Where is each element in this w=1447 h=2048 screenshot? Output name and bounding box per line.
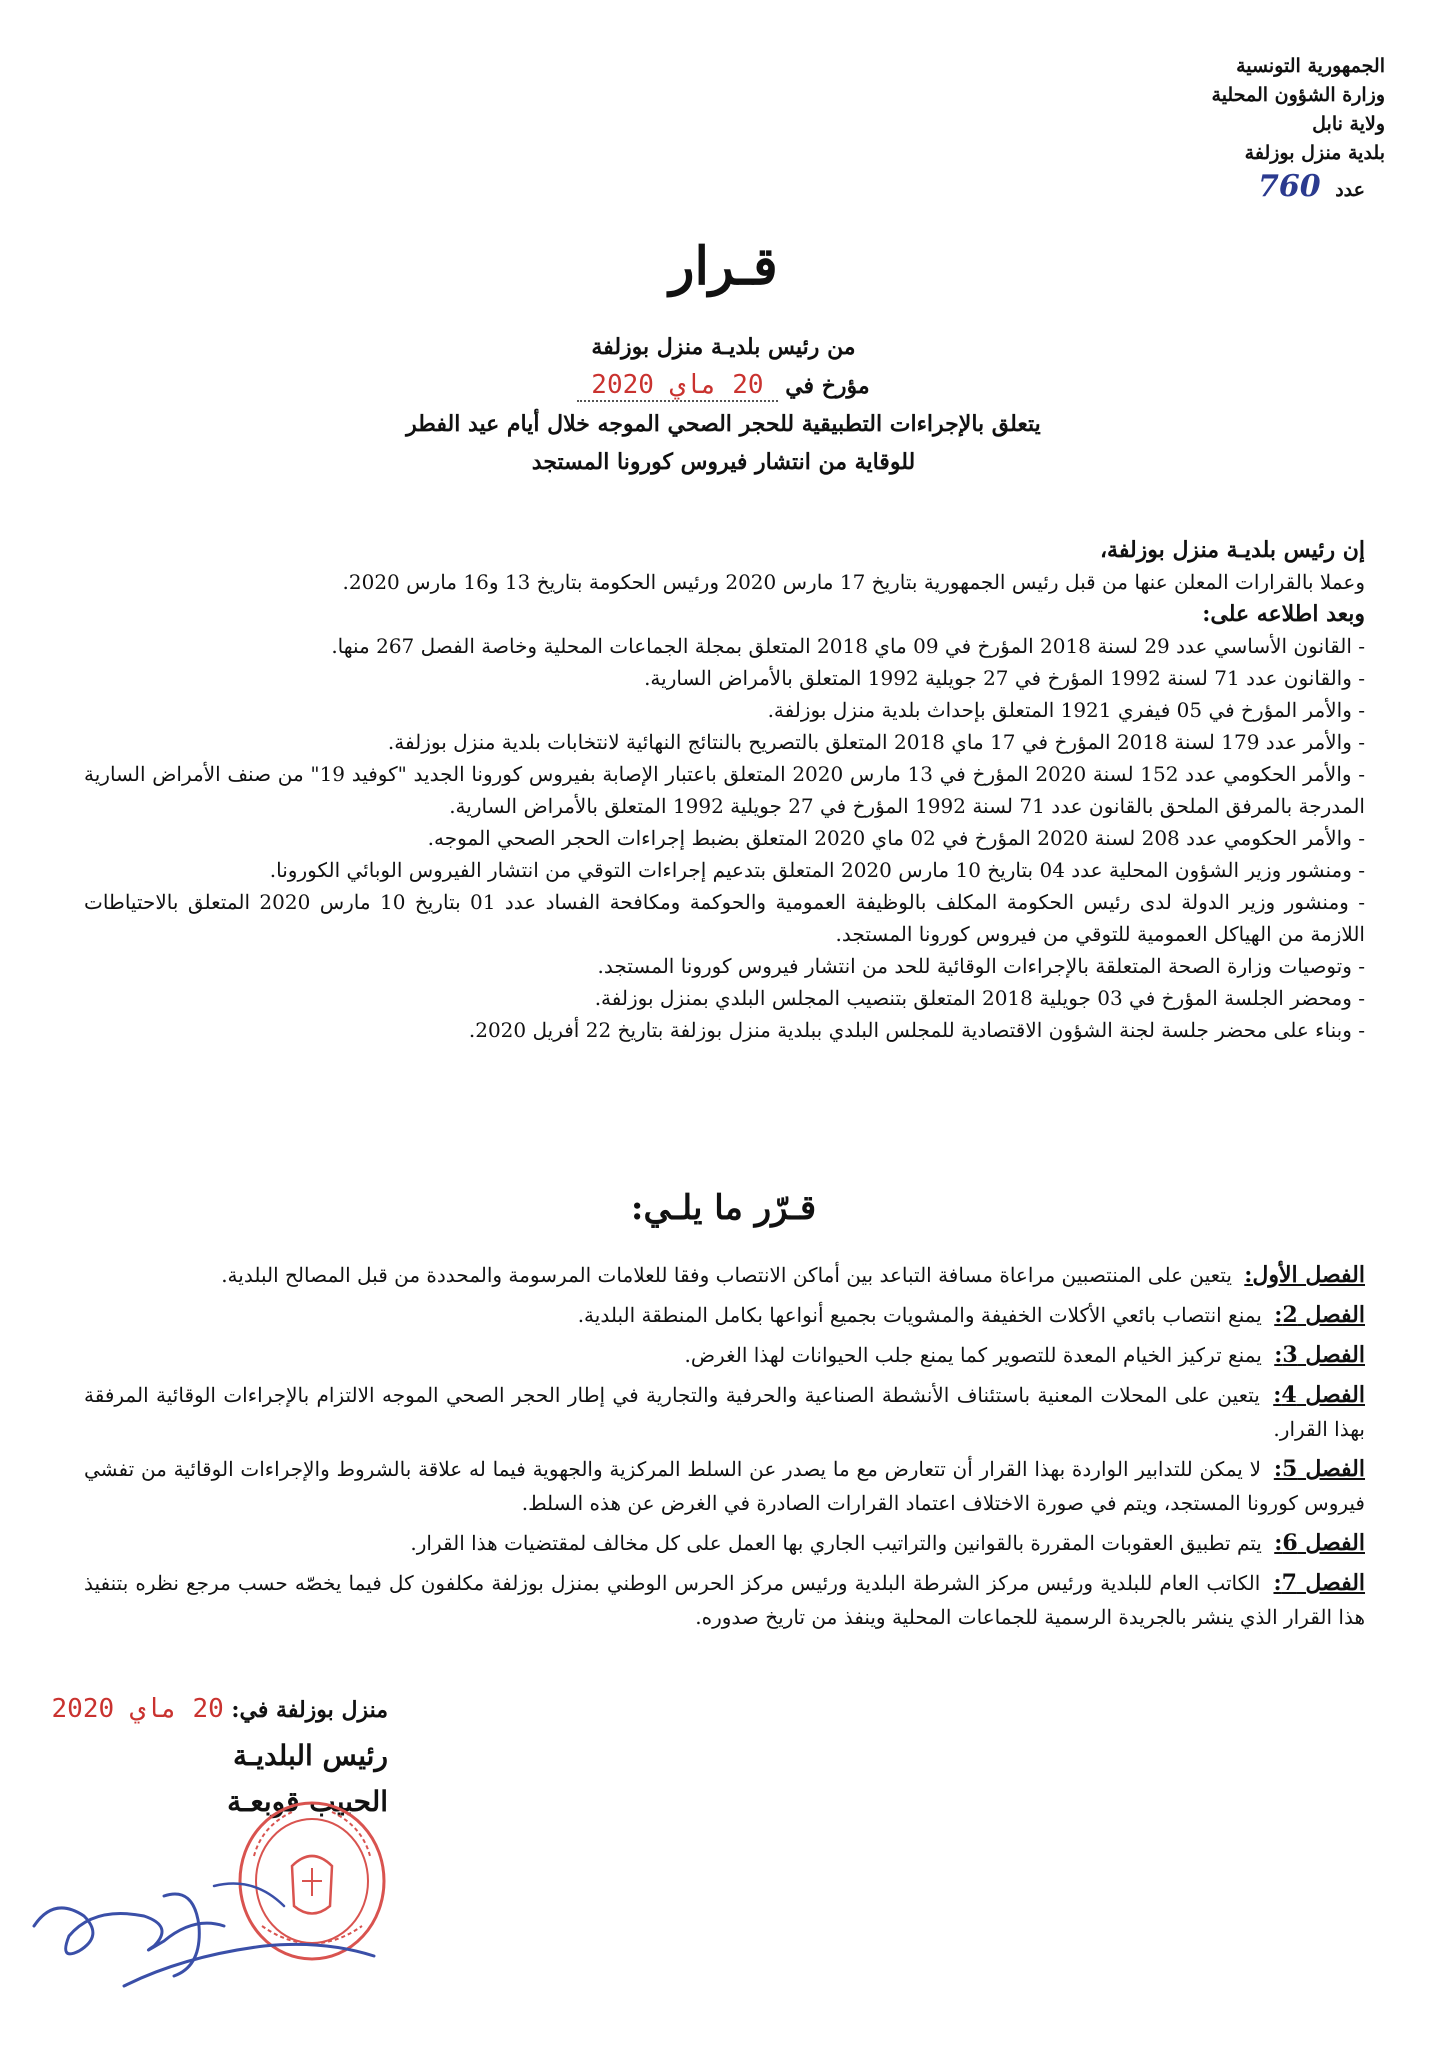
article-6: [84, 1526, 1365, 1560]
review-heading: وبعد اطلاعه على:: [1202, 601, 1365, 627]
review-item: - والأمر الحكومي عدد 208 لسنة 2020 المؤرخ في 02 ماي 2020 المتعلق بضبط إجراءات الحجر الصحي الموجه.: [427, 826, 1365, 850]
article-1: [84, 1258, 1365, 1292]
article-label: الفصل 2:: [1274, 1302, 1365, 1328]
article-label: الفصل 3:: [1274, 1342, 1365, 1368]
article-7: [84, 1566, 1365, 1634]
signature-icon: [24, 1856, 384, 2006]
article-label: الفصل 5:: [1273, 1456, 1366, 1482]
issuer-line: من رئيس بلديـة منزل بوزلفة: [591, 334, 856, 360]
dated-value: 20 ماي 2020: [577, 370, 777, 402]
article-text: يتم تطبيق العقوبات المقررة بالقوانين والتراتيب الجاري بها العمل على كل مخالف لمقتضيات هذا القرار.: [410, 1531, 1262, 1555]
review-item: - ومحضر الجلسة المؤرخ في 03 جويلية 2018 المتعلق بتنصيب المجلس البلدي بمنزل بوزلفة.: [594, 986, 1365, 1010]
article-label: الفصل 7:: [1273, 1570, 1366, 1596]
preamble-reference-line: وعملا بالقرارات المعلن عنها من قبل رئيس الجمهورية بتاريخ 17 مارس 2020 ورئيس الحكومة بتاريخ 13 و16 مارس 2020.: [342, 570, 1365, 594]
review-item: - القانون الأساسي عدد 29 لسنة 2018 المؤرخ في 09 ماي 2018 المتعلق بمجلة الجماعات المحلية وخاصة الفصل 267 منها.: [331, 634, 1365, 658]
date-line: [0, 366, 1447, 405]
article-3: [84, 1338, 1365, 1372]
letterhead-ministry: وزارة الشؤون المحلية: [1211, 84, 1385, 106]
review-item: - ومنشور وزير الشؤون المحلية عدد 04 بتاريخ 10 مارس 2020 المتعلق بتدعيم إجراءات التوقي من انتشار الفيروس الوبائي الكورونا.: [269, 858, 1365, 882]
articles: [84, 1258, 1365, 1640]
preamble: [84, 534, 1365, 1046]
signature-place-label: منزل بوزلفة في:: [231, 1697, 388, 1723]
article-label: الفصل الأول:: [1244, 1262, 1365, 1288]
article-label: الفصل 4:: [1273, 1382, 1365, 1408]
review-item: - وبناء على محضر جلسة لجنة الشؤون الاقتصادية للمجلس البلدي ببلدية منزل بوزلفة بتاريخ 22 أفريل 2020.: [468, 1018, 1365, 1042]
document-title: قـرار: [669, 236, 778, 297]
article-label: الفصل 6:: [1274, 1530, 1365, 1556]
article-text: يتعين على المحلات المعنية باستئناف الأنشطة الصناعية والحرفية والتجارية في إطار الحجر الصحي الموجه الالتزام بالإجراءات الوقائية المرفقة بهذا القرار.: [84, 1383, 1365, 1441]
letterhead-republic: الجمهورية التونسية: [1236, 55, 1385, 77]
article-4: [84, 1378, 1365, 1446]
article-text: يتعين على المنتصبين مراعاة مسافة التباعد بين أماكن الانتصاب وفقا للعلامات المرسومة والمحددة من قبل المصالح البلدية.: [221, 1263, 1232, 1287]
reference-number: [1085, 169, 1365, 205]
decision-heading: قـرّر ما يلـي:: [630, 1188, 817, 1228]
article-text: الكاتب العام للبلدية ورئيس مركز الشرطة البلدية ورئيس مركز الحرس الوطني بمنزل بوزلفة مكلفون كل فيما يخصّه حسب مرجع نظره بتنفيذ هذا القرار الذي ينشر بالجريدة الرسمية للجماعات المحلية وينفذ من تاريخ صدوره.: [84, 1571, 1365, 1629]
article-text: لا يمكن للتدابير الواردة بهذا القرار أن تتعارض مع ما يصدر عن السلط المركزية والجهوية فيما له علاقة بالشروط والإجراءات الوقائية من تفشي فيروس كورونا المستجد، ويتم في صورة الاختلاف اعتماد القرارات الصادرة في الغرض عن هذه السلط.: [84, 1457, 1365, 1515]
review-item: - والقانون عدد 71 لسنة 1992 المؤرخ في 27 جويلية 1992 المتعلق بالأمراض السارية.: [644, 666, 1365, 690]
letterhead-governorate: ولاية نابل: [1312, 113, 1385, 135]
signatory-role: رئيس البلديـة: [233, 1739, 388, 1772]
subject-line-1: يتعلق بالإجراءات التطبيقية للحجر الصحي الموجه خلال أيام عيد الفطر: [406, 411, 1041, 437]
dated-label: مؤرخ في: [785, 373, 870, 399]
letterhead: [1085, 52, 1385, 205]
review-item: - والأمر الحكومي عدد 152 لسنة 2020 المؤرخ في 13 مارس 2020 المتعلق باعتبار الإصابة بفيروس كورونا الجديد "كوفيد 19" من صنف الأمراض السارية المدرجة بالمرفق الملحق بالقانون عدد 71 لسنة 1992 المؤرخ في 27 جويلية 1992 المتعلق بالأمراض السارية.: [84, 762, 1365, 818]
letterhead-municipality: بلدية منزل بوزلفة: [1244, 142, 1385, 164]
review-item: - والأمر المؤرخ في 05 فيفري 1921 المتعلق بإحداث بلدية منزل بوزلفة.: [767, 698, 1365, 722]
subject-line-2: للوقاية من انتشار فيروس كورونا المستجد: [531, 449, 916, 475]
decree-subtitle: [0, 328, 1447, 481]
signatory-name: الحبيب قوبعـة: [227, 1785, 388, 1818]
article-2: [84, 1298, 1365, 1332]
preamble-intro: إن رئيس بلديـة منزل بوزلفة،: [1099, 537, 1365, 563]
review-item: - والأمر عدد 179 لسنة 2018 المؤرخ في 17 ماي 2018 المتعلق بالتصريح بالنتائج النهائية لانتخابات بلدية منزل بوزلفة.: [387, 730, 1365, 754]
article-text: يمنع تركيز الخيام المعدة للتصوير كما يمنع جلب الحيوانات لهذا الغرض.: [684, 1343, 1262, 1367]
signature-place-date: [0, 1686, 440, 1733]
reference-value: 760: [1257, 169, 1321, 204]
article-5: [84, 1452, 1365, 1520]
review-item: - وتوصيات وزارة الصحة المتعلقة بالإجراءات الوقائية للحد من انتشار فيروس كورونا المستجد.: [597, 954, 1365, 978]
article-text: يمنع انتصاب بائعي الأكلات الخفيفة والمشويات بجميع أنواعها بكامل المنطقة البلدية.: [577, 1303, 1262, 1327]
signature-date: 20 ماي 2020: [51, 1694, 224, 1724]
reference-label: عدد: [1335, 179, 1365, 201]
review-item: - ومنشور وزير الدولة لدى رئيس الحكومة المكلف بالوظيفة العمومية والحوكمة ومكافحة الفساد عدد 01 بتاريخ 10 مارس 2020 المتعلق بالاحتياطات اللازمة من الهياكل العمومية للتوقي من فيروس كورونا المستجد.: [84, 890, 1365, 946]
